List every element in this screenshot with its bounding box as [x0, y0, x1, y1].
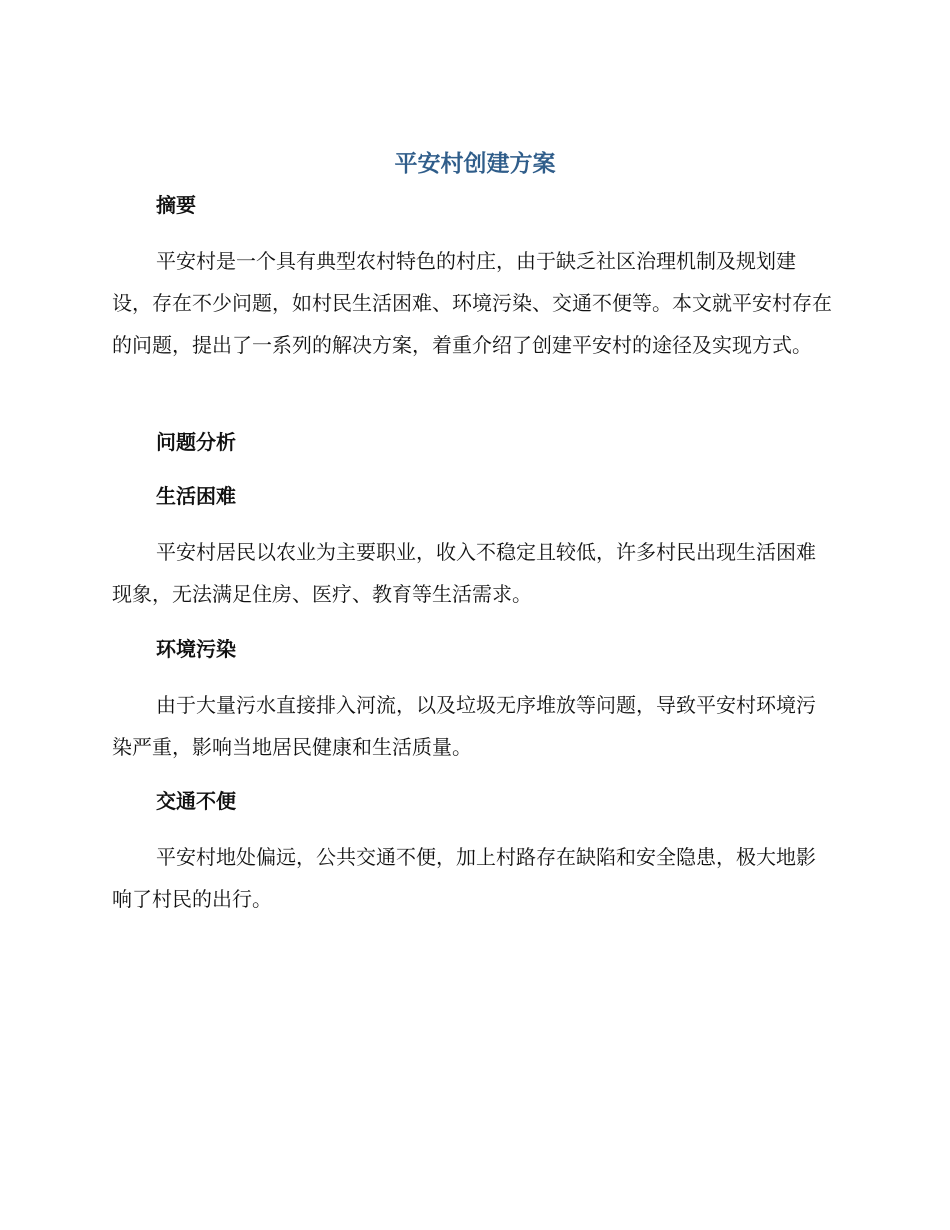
analysis-heading: 问题分析	[156, 430, 236, 454]
abstract-paragraph: 平安村是一个具有典型农村特色的村庄，由于缺乏社区治理机制及规划建设，存在不少问题，如村民生活困难、环境污染、交通不便等。本文就平安村存在的问题，提出了一系列的解决方案，着重介绍了创建平安村的途径及实现方式。	[112, 249, 832, 357]
section-paragraph-transport: 平安村地处偏远，公共交通不便，加上村路存在缺陷和安全隐患，极大地影响了村民的出行。	[112, 845, 816, 911]
section-heading-environment: 环境污染	[156, 637, 236, 661]
abstract-heading: 摘要	[156, 193, 196, 217]
section-paragraph-environment: 由于大量污水直接排入河流，以及垃圾无序堆放等问题，导致平安村环境污染严重，影响当地居民健康和生活质量。	[112, 693, 816, 759]
section-heading-living: 生活困难	[156, 484, 236, 508]
document-title: 平安村创建方案	[394, 151, 556, 177]
section-heading-transport: 交通不便	[156, 789, 236, 813]
section-paragraph-living: 平安村居民以农业为主要职业，收入不稳定且较低，许多村民出现生活困难现象，无法满足住房、医疗、教育等生活需求。	[112, 540, 816, 606]
